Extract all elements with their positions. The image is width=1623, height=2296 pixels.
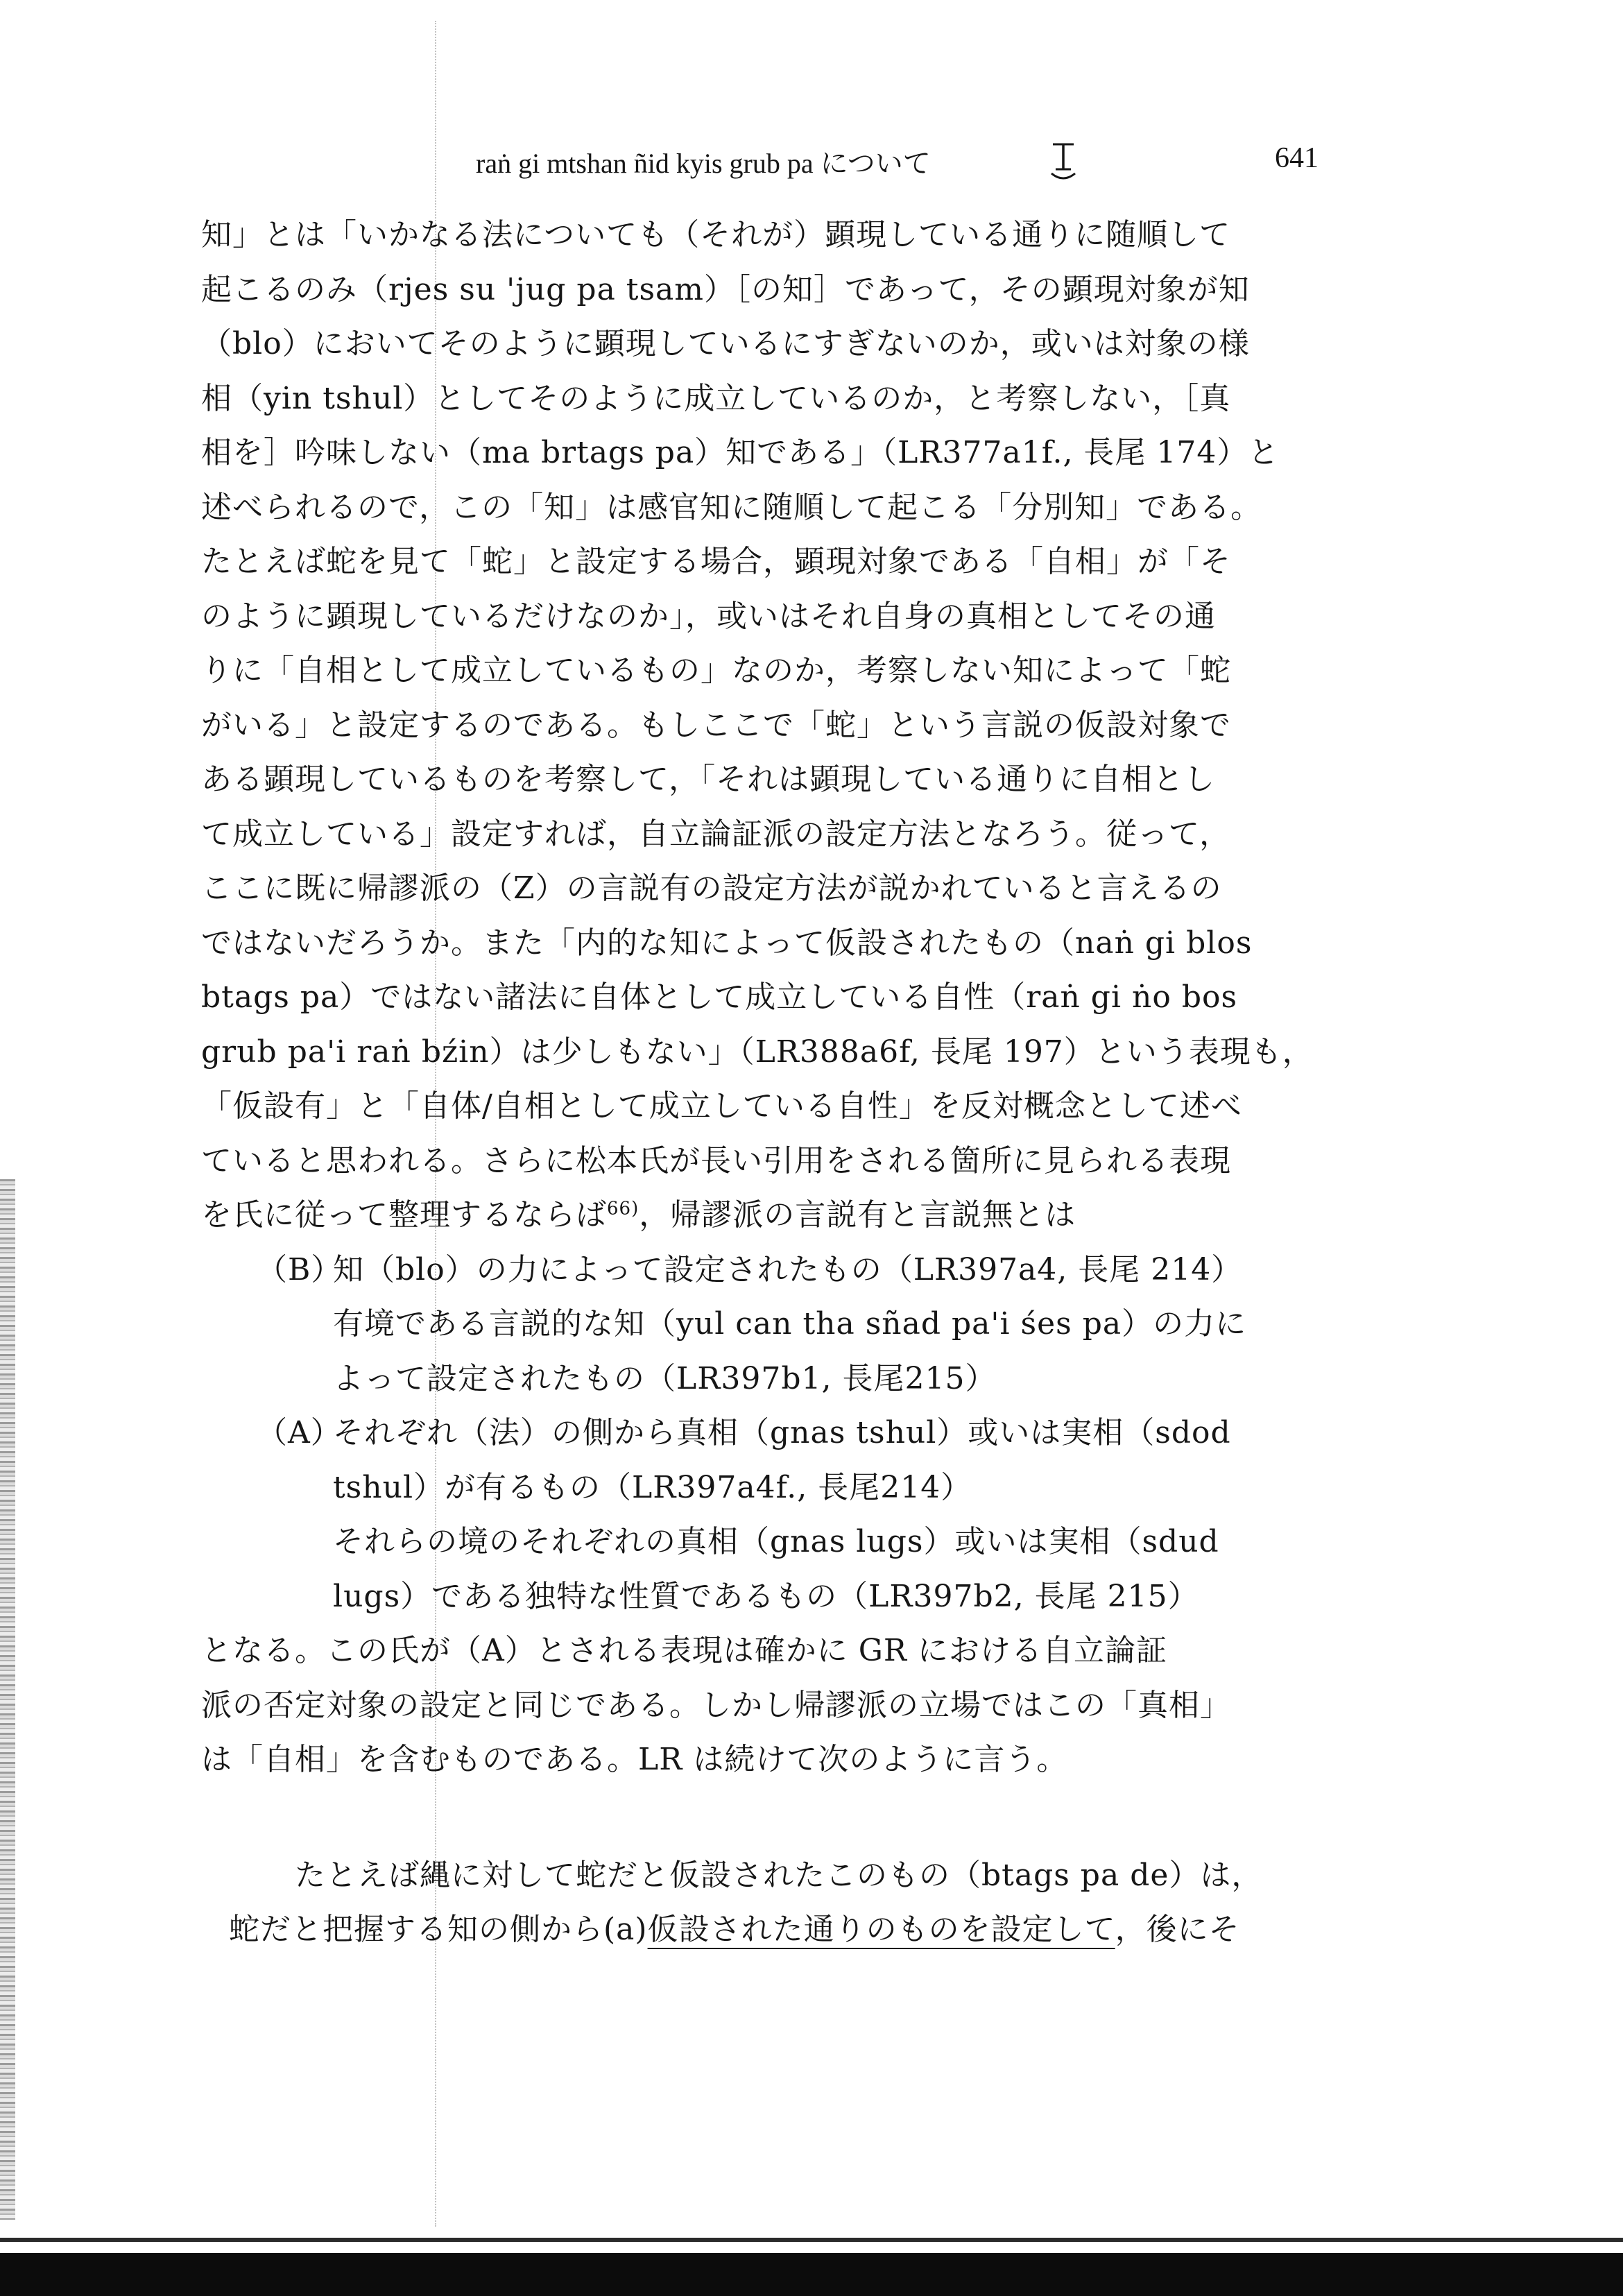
text-run: 蛇だと把握する知の側から — [229, 1912, 603, 1947]
list-text: それぞれ（法）の側から真相（gnas tshul）或いは実相（sdod — [333, 1415, 1231, 1450]
text-line: となる。この氏が（A）とされる表現は確かに GR における自立論証 — [201, 1633, 1168, 1668]
part-numeral-mark — [1049, 137, 1078, 183]
footnote-reference: 66) — [607, 1198, 639, 1219]
list-text: それらの境のそれぞれの真相（gnas lugs）或いは実相（sdud — [333, 1524, 1219, 1559]
text-line: btags pa）ではない諸法に自体として成立している自性（raṅ gi ṅo bos — [201, 979, 1238, 1015]
scan-bottom-border — [0, 2253, 1623, 2296]
list-text: tshul）が有るもの（LR397a4f., 長尾214） — [333, 1469, 972, 1505]
text-line: は「自相」を含むものである。LR は続けて次のように言う。 — [201, 1742, 1068, 1777]
text-line: ここに既に帰謬派の（Z）の言説有の設定方法が説かれていると言えるの — [201, 871, 1222, 906]
text-line: grub pa'i raṅ bźin）は少しもない」（LR388a6f, 長尾 197）という表現も， — [201, 1034, 1314, 1070]
definition-list — [201, 1243, 1380, 1625]
text-run: ，後にそ — [1115, 1912, 1240, 1947]
list-text: 有境である言説的な知（yul can tha sñad pa'i śes pa）の力に — [333, 1306, 1247, 1342]
list-label: （B） — [257, 1251, 343, 1287]
paragraph-1 — [201, 208, 1380, 1243]
text-run: を氏に従って整理するならば — [201, 1197, 607, 1233]
body-text — [201, 208, 1380, 1957]
quote-line: たとえば縄に対して蛇だと仮設されたこのもの（btags pa de）は， — [295, 1857, 1263, 1893]
page-header — [0, 137, 1623, 186]
underlined-phrase: 仮設された通りのものを設定して — [647, 1912, 1115, 1947]
block-quote — [201, 1849, 1380, 1957]
text-line: 派の否定対象の設定と同じである。しかし帰謬派の立場ではこの「真相」 — [201, 1687, 1231, 1723]
text-line: 「仮設有」と「自体/自相として成立している自性」を反対概念として述べ — [201, 1088, 1242, 1124]
list-text: 知（blo）の力によって設定されたもの（LR397a4, 長尾 214） — [333, 1251, 1243, 1287]
text-line: 述べられるので，この「知」は感官知に随順して起こる「分別知」である。 — [201, 489, 1262, 525]
page-number: 641 — [1275, 142, 1319, 174]
quote-line — [229, 1903, 1380, 1957]
text-line: ていると思われる。さらに松本氏が長い引用をされる箇所に見られる表現 — [201, 1142, 1231, 1179]
list-item-b — [201, 1243, 1380, 1298]
list-text: よって設定されたもの（LR397b1, 長尾215） — [333, 1360, 997, 1396]
running-head: raṅ gi mtshan ñid kyis grub pa について — [476, 148, 931, 179]
text-run: ，帰謬派の言説有と言説無とは — [639, 1197, 1076, 1233]
text-line: て成立している」設定すれば，自立論証派の設定方法となろう。従って， — [201, 816, 1231, 852]
annotation-marker: (a) — [603, 1912, 648, 1947]
list-text: lugs）である独特な性質であるもの（LR397b2, 長尾 215） — [333, 1578, 1199, 1614]
text-line: たとえば蛇を見て「蛇」と設定する場合，顕現対象である「自相」が「そ — [201, 544, 1231, 579]
part-numeral: I — [1063, 148, 1068, 161]
text-line: ではないだろうか。また「内的な知によって仮設されたもの（naṅ gi blos — [201, 925, 1253, 961]
text-line: （blo）においてそのように顕現しているにすぎないのか，或いは対象の様 — [201, 326, 1250, 361]
list-item-a — [201, 1406, 1380, 1461]
paragraph-2 — [201, 1624, 1380, 1788]
scan-rule — [0, 2238, 1623, 2242]
text-line: りに「自相として成立しているもの」なのか，考察しない知によって「蛇 — [201, 653, 1231, 688]
text-line: 知」とは「いかなる法についても（それが）顕現している通りに随順して — [201, 217, 1231, 252]
text-line: 相を］吟味しない（ma brtags pa）知である」（LR377a1f., 長尾 174）と — [201, 435, 1280, 470]
text-line: 相（yin tshul）としてそのように成立しているのか，と考察しない，［真 — [201, 380, 1231, 416]
list-label: （A） — [257, 1415, 342, 1450]
scan-left-edge — [0, 1179, 15, 2220]
text-line — [201, 1188, 1380, 1243]
text-line: 起こるのみ（rjes su 'jug pa tsam）［の知］であって，その顕現対象が知 — [201, 271, 1250, 307]
text-line: のように顕現しているだけなのか」，或いはそれ自身の真相としてその通 — [201, 598, 1216, 634]
text-line: ある顕現しているものを考察して，「それは顕現している通りに自相とし — [201, 762, 1216, 797]
block-gap — [201, 1788, 1380, 1849]
text-line: がいる」と設定するのである。もしここで「蛇」という言説の仮設対象で — [201, 707, 1231, 743]
